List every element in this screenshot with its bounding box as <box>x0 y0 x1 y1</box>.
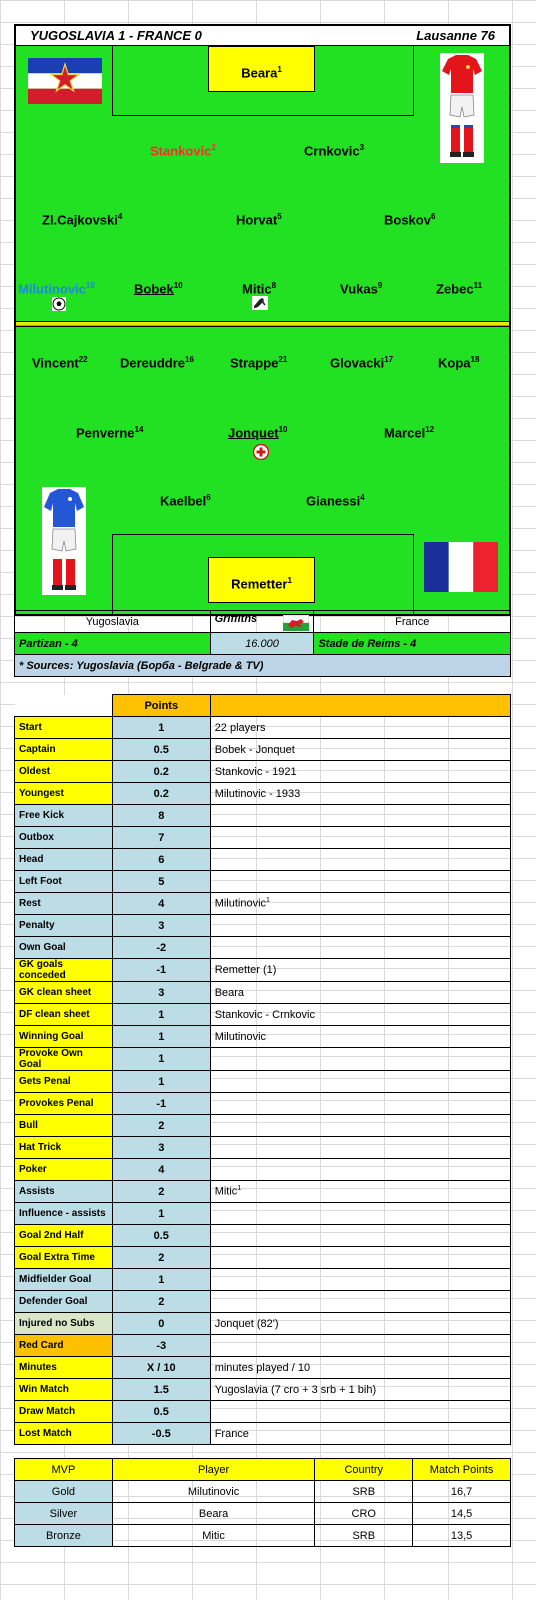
points-note <box>210 1335 510 1357</box>
points-label: Hat Trick <box>15 1137 113 1159</box>
points-value: 0.5 <box>112 739 210 761</box>
points-note <box>210 1115 510 1137</box>
points-note: France <box>210 1423 510 1445</box>
player-zebec: Zebec$^{11}$ <box>436 281 483 297</box>
points-note <box>210 1225 510 1247</box>
points-value: 4 <box>112 893 210 915</box>
points-row <box>15 937 511 959</box>
points-corner <box>15 695 113 717</box>
away-club: Stade de Reims - 4 <box>314 633 511 655</box>
points-note: Beara <box>210 982 510 1004</box>
points-note <box>210 1048 510 1071</box>
points-row <box>15 1115 511 1137</box>
points-label: Free Kick <box>15 805 113 827</box>
points-row <box>15 1357 511 1379</box>
points-note: Milutinovic$^1$ <box>210 893 510 915</box>
goal-ball-icon <box>52 297 66 311</box>
points-note <box>210 1401 510 1423</box>
home-team: Yugoslavia <box>15 611 211 633</box>
injury-icon <box>253 444 269 460</box>
points-row <box>15 783 511 805</box>
points-row <box>15 849 511 871</box>
points-label: Midfielder Goal <box>15 1269 113 1291</box>
mvp-player-header: Player <box>112 1459 315 1481</box>
points-header: Points <box>112 695 210 717</box>
points-label: DF clean sheet <box>15 1004 113 1026</box>
points-note <box>210 1093 510 1115</box>
mvp-country: SRB <box>315 1525 413 1547</box>
points-note: minutes played / 10 <box>210 1357 510 1379</box>
points-label: Provokes Penal <box>15 1093 113 1115</box>
match-header <box>14 24 511 46</box>
points-row <box>15 871 511 893</box>
player-marcel: Marcel$^{12}$ <box>384 425 435 441</box>
points-row <box>15 1026 511 1048</box>
referee: Griffiths <box>210 611 314 633</box>
mvp-points: 16,7 <box>413 1481 511 1503</box>
points-row <box>15 959 511 982</box>
points-row <box>15 1004 511 1026</box>
points-note <box>210 915 510 937</box>
points-value: 3 <box>112 1137 210 1159</box>
player-gianessi: Gianessi$^4$ <box>306 493 365 509</box>
points-label: Penalty <box>15 915 113 937</box>
points-label: Captain <box>15 739 113 761</box>
yugoslavia-flag <box>28 58 102 104</box>
assist-boot-icon <box>252 296 268 310</box>
mvp-rank: Bronze <box>15 1525 113 1547</box>
mvp-table <box>14 1458 511 1547</box>
points-row <box>15 1137 511 1159</box>
attendance: 16.000 <box>210 633 314 655</box>
points-label: Youngest <box>15 783 113 805</box>
points-value: 2 <box>112 1115 210 1137</box>
points-value: 1 <box>112 1004 210 1026</box>
player-kopa: Kopa$^{18}$ <box>438 355 480 371</box>
points-value: 8 <box>112 805 210 827</box>
points-label: Goal Extra Time <box>15 1247 113 1269</box>
points-label: Own Goal <box>15 937 113 959</box>
points-value: 0.5 <box>112 1401 210 1423</box>
points-note: Stankovic - 1921 <box>210 761 510 783</box>
points-label: Red Card <box>15 1335 113 1357</box>
points-value: 7 <box>112 827 210 849</box>
points-row <box>15 1269 511 1291</box>
points-label: Draw Match <box>15 1401 113 1423</box>
player-penverne: Penverne$^{14}$ <box>76 425 144 441</box>
points-value: 1.5 <box>112 1379 210 1401</box>
points-row <box>15 982 511 1004</box>
points-value: 3 <box>112 982 210 1004</box>
points-note: Jonquet (82') <box>210 1313 510 1335</box>
wales-flag-icon <box>283 615 309 631</box>
mvp-points: 13,5 <box>413 1525 511 1547</box>
points-note <box>210 1071 510 1093</box>
points-value: 0.2 <box>112 761 210 783</box>
points-note: Remetter (1) <box>210 959 510 982</box>
mvp-rank: Gold <box>15 1481 113 1503</box>
points-label: Oldest <box>15 761 113 783</box>
points-label: Defender Goal <box>15 1291 113 1313</box>
points-value: 6 <box>112 849 210 871</box>
points-value: -2 <box>112 937 210 959</box>
points-row <box>15 717 511 739</box>
points-row <box>15 827 511 849</box>
points-note <box>210 827 510 849</box>
points-note <box>210 849 510 871</box>
points-row <box>15 1071 511 1093</box>
points-label: Gets Penal <box>15 1071 113 1093</box>
player-glovacki: Glovacki$^{17}$ <box>330 355 394 371</box>
points-row <box>15 739 511 761</box>
points-label: Poker <box>15 1159 113 1181</box>
player-kaelbel: Kaelbel$^6$ <box>160 493 211 509</box>
points-value: 5 <box>112 871 210 893</box>
france-kit-icon <box>42 487 86 595</box>
points-note: 22 players <box>210 717 510 739</box>
points-label: Head <box>15 849 113 871</box>
mvp-rank: Silver <box>15 1503 113 1525</box>
points-note <box>210 937 510 959</box>
points-value: -0.5 <box>112 1423 210 1445</box>
points-label: Assists <box>15 1181 113 1203</box>
points-value: X / 10 <box>112 1357 210 1379</box>
match-venue: Lausanne 76 <box>416 28 495 43</box>
points-row <box>15 1247 511 1269</box>
points-note <box>210 1247 510 1269</box>
halfway-line-bottom <box>16 326 509 327</box>
points-value: 0 <box>112 1313 210 1335</box>
france-goalkeeper: Remetter$^1$ <box>208 557 315 603</box>
halfway-line-top <box>16 321 509 322</box>
points-value: 1 <box>112 1269 210 1291</box>
points-row <box>15 1423 511 1445</box>
mvp-player: Beara <box>112 1503 315 1525</box>
player-jonquet: Jonquet$^{10}$ <box>228 425 288 441</box>
points-value: -3 <box>112 1335 210 1357</box>
points-value: 0.5 <box>112 1225 210 1247</box>
points-value: -1 <box>112 959 210 982</box>
points-note <box>210 1269 510 1291</box>
mvp-points: 14,5 <box>413 1503 511 1525</box>
player-strappe: Strappe$^{21}$ <box>230 355 288 371</box>
points-note <box>210 871 510 893</box>
points-label: Lost Match <box>15 1423 113 1445</box>
points-label: Provoke Own Goal <box>15 1048 113 1071</box>
player-vukas: Vukas$^9$ <box>340 281 383 297</box>
points-label: GK clean sheet <box>15 982 113 1004</box>
halfway-line <box>16 322 509 325</box>
mvp-country: SRB <box>315 1481 413 1503</box>
points-label: Injured no Subs <box>15 1313 113 1335</box>
yugoslavia-goalkeeper: Beara$^1$ <box>208 46 315 92</box>
mvp-country-header: Country <box>315 1459 413 1481</box>
points-label: Start <box>15 717 113 739</box>
points-row <box>15 805 511 827</box>
points-value: 2 <box>112 1247 210 1269</box>
points-value: 1 <box>112 1071 210 1093</box>
points-label: Outbox <box>15 827 113 849</box>
player-vincent: Vincent$^{22}$ <box>32 355 88 371</box>
points-note <box>210 1291 510 1313</box>
match-title: YUGOSLAVIA 1 - FRANCE 0 <box>30 28 202 43</box>
player-bobek: Bobek$^{10}$ <box>134 281 183 297</box>
points-label: GK goals conceded <box>15 959 113 982</box>
mvp-points-header: Match Points <box>413 1459 511 1481</box>
points-row <box>15 1203 511 1225</box>
points-label: Winning Goal <box>15 1026 113 1048</box>
points-value: 2 <box>112 1291 210 1313</box>
points-note: Mitic$^1$ <box>210 1181 510 1203</box>
points-label: Win Match <box>15 1379 113 1401</box>
points-label: Goal 2nd Half <box>15 1225 113 1247</box>
points-value: 2 <box>112 1181 210 1203</box>
points-note-header <box>210 695 510 717</box>
points-row <box>15 1225 511 1247</box>
points-label: Rest <box>15 893 113 915</box>
points-note: Milutinovic - 1933 <box>210 783 510 805</box>
points-row <box>15 1313 511 1335</box>
sources-note: * Sources: Yugoslavia (Борба - Belgrade & TV) <box>15 655 511 677</box>
points-value: 1 <box>112 1026 210 1048</box>
points-value: 1 <box>112 717 210 739</box>
points-note <box>210 1159 510 1181</box>
points-note: Milutinovic <box>210 1026 510 1048</box>
player-horvat: Horvat$^5$ <box>236 212 282 228</box>
points-row <box>15 893 511 915</box>
points-row <box>15 1291 511 1313</box>
points-note: Stankovic - Crnkovic <box>210 1004 510 1026</box>
points-label: Bull <box>15 1115 113 1137</box>
points-note: Yugoslavia (7 cro + 3 srb + 1 bih) <box>210 1379 510 1401</box>
points-note: Bobek - Jonquet <box>210 739 510 761</box>
player-mitic: Mitic$^8$ <box>242 281 277 297</box>
points-note <box>210 805 510 827</box>
points-value: -1 <box>112 1093 210 1115</box>
player-milutinovic: Milutinovic$^{18}$ <box>18 281 95 297</box>
mvp-header: MVP <box>15 1459 113 1481</box>
points-value: 4 <box>112 1159 210 1181</box>
yugoslavia-kit-icon <box>440 53 484 163</box>
mvp-country: CRO <box>315 1503 413 1525</box>
points-row <box>15 1181 511 1203</box>
away-team: France <box>314 611 511 633</box>
points-row <box>15 1335 511 1357</box>
points-label: Left Foot <box>15 871 113 893</box>
points-value: 1 <box>112 1203 210 1225</box>
player-crnkovic: Crnkovic$^3$ <box>304 143 365 159</box>
points-row <box>15 1401 511 1423</box>
france-flag <box>424 542 498 592</box>
points-row <box>15 915 511 937</box>
player-stankovic: Stankovic$^2$ <box>150 143 216 159</box>
points-value: 3 <box>112 915 210 937</box>
points-row <box>15 1379 511 1401</box>
points-value: 0.2 <box>112 783 210 805</box>
match-info-table <box>14 610 511 677</box>
points-label: Minutes <box>15 1357 113 1379</box>
points-label: Influence - assists <box>15 1203 113 1225</box>
points-note <box>210 1137 510 1159</box>
points-table <box>14 694 511 1445</box>
points-row <box>15 1159 511 1181</box>
home-club: Partizan - 4 <box>15 633 211 655</box>
player-boskov: Boskov$^6$ <box>384 212 436 228</box>
mvp-player: Mitic <box>112 1525 315 1547</box>
player-cajkovski: Zl.Cajkovski$^4$ <box>42 212 123 228</box>
player-dereuddre: Dereuddre$^{16}$ <box>120 355 194 371</box>
points-row <box>15 1093 511 1115</box>
points-row <box>15 1048 511 1071</box>
points-row <box>15 761 511 783</box>
mvp-player: Milutinovic <box>112 1481 315 1503</box>
points-note <box>210 1203 510 1225</box>
points-value: 1 <box>112 1048 210 1071</box>
